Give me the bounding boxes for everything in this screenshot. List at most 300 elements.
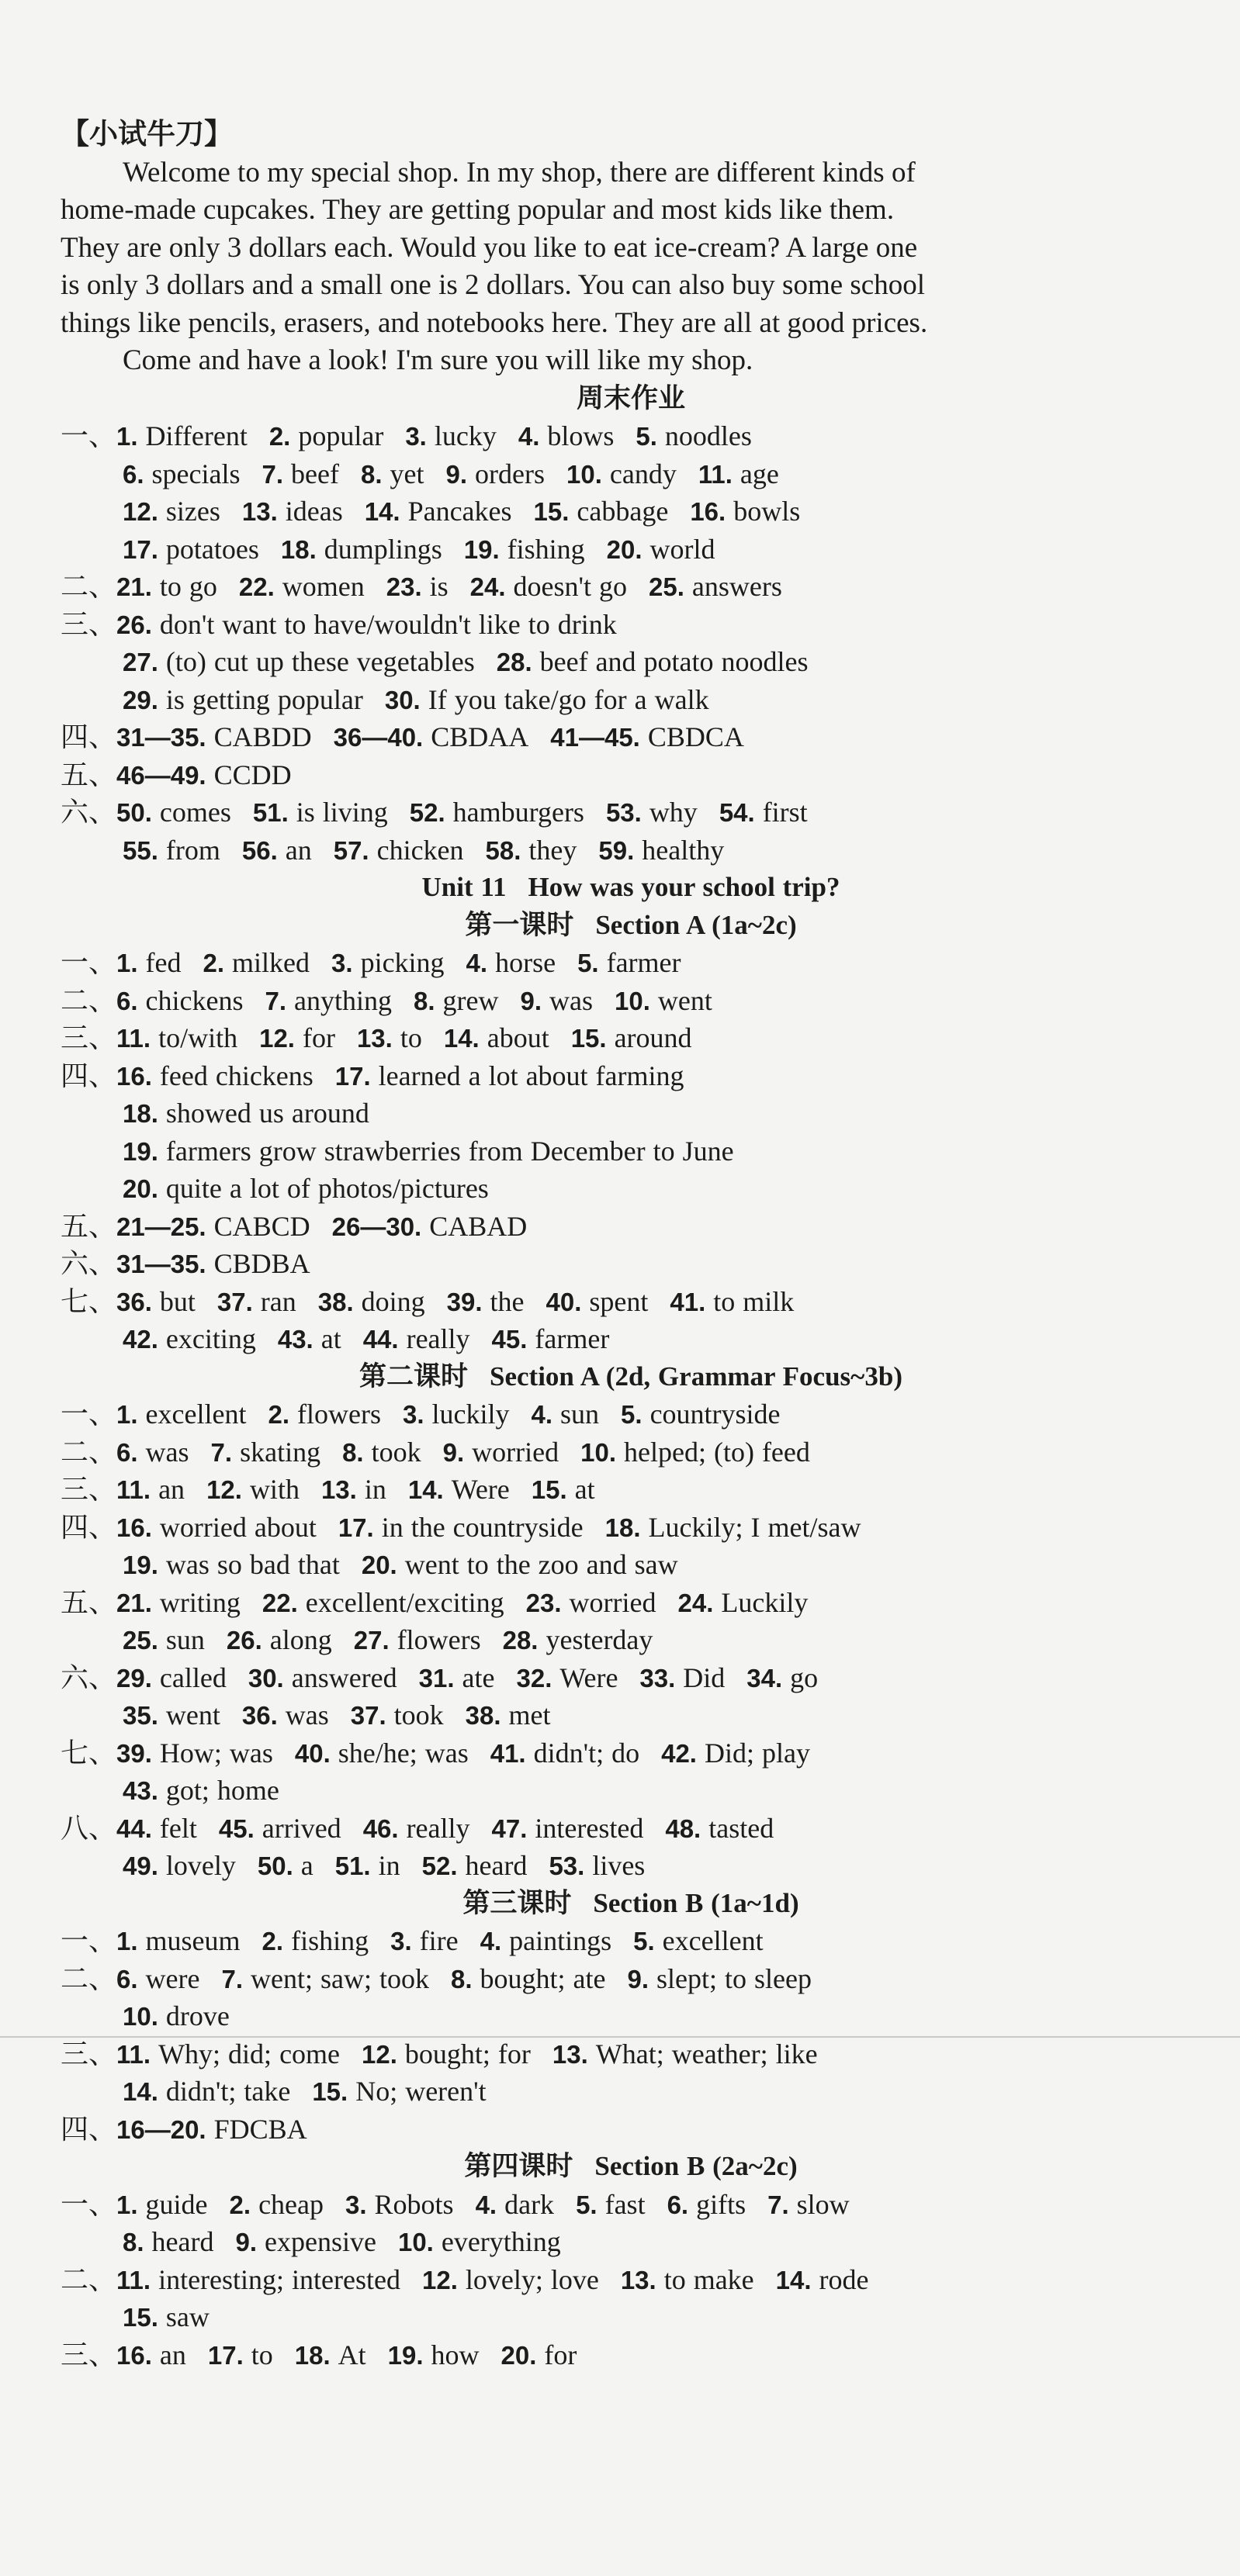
answer-number: 4. (466, 949, 488, 977)
answer-text: was (549, 984, 594, 1016)
answer-text: writing (159, 1586, 241, 1618)
section-title-label: 第四课时 (464, 2151, 573, 2181)
answer-item (278, 1323, 341, 1354)
answer-item (354, 1624, 481, 1655)
question-group-number: 二、 (61, 1962, 117, 1994)
answer-number: 41. (670, 1287, 706, 1316)
answer-line (61, 1433, 1201, 1471)
answer-item (363, 1323, 470, 1354)
answer-text: doing (361, 1285, 425, 1317)
answer-item (503, 1624, 653, 1655)
answer-item (517, 1662, 618, 1693)
answer-number: 59. (598, 835, 635, 865)
answer-item (227, 1624, 332, 1655)
answer-item (123, 1323, 256, 1354)
answer-item (116, 1474, 185, 1505)
answer-number: 10. (566, 459, 602, 489)
answer-item (116, 1286, 196, 1317)
answer-text: Luckily (721, 1586, 809, 1618)
answer-number: 1. (116, 949, 138, 977)
answer-text: were (145, 1962, 200, 1994)
answer-text: Were (559, 1661, 618, 1693)
answer-line (61, 2298, 1201, 2336)
answer-number: 4. (480, 1927, 502, 1955)
answer-item (501, 2339, 577, 2370)
answer-text: around (614, 1022, 692, 1053)
answer-text: to (400, 1022, 422, 1053)
question-group-number: 一、 (61, 947, 117, 978)
answer-number: 3. (331, 949, 353, 977)
answer-item (116, 1587, 241, 1618)
answer-item (362, 2038, 531, 2069)
answer-item (123, 1173, 489, 1204)
answer-text: for (544, 2339, 577, 2370)
answer-text: comes (159, 797, 231, 828)
answer-text: drove (165, 2000, 230, 2031)
answer-number: 42. (661, 1738, 697, 1768)
answer-item (123, 1699, 220, 1731)
answer-number: 26. (226, 1626, 262, 1655)
answer-number: 11. (116, 2265, 151, 2294)
answer-number: 55. (123, 835, 158, 865)
answer-number: 12. (362, 2039, 397, 2069)
answer-number: 9. (445, 459, 468, 489)
answer-text: CBDAA (431, 721, 529, 752)
answer-item (422, 2264, 599, 2295)
answer-text: how (431, 2339, 480, 2370)
answer-item (532, 1474, 595, 1505)
page-fold-line (0, 2036, 1240, 2038)
answer-item (665, 1813, 774, 1844)
answer-number: 38. (317, 1287, 354, 1316)
answer-text: sun (165, 1624, 205, 1655)
answer-text: CBDCA (647, 721, 744, 752)
answer-text: CCDD (213, 759, 292, 790)
answer-item (116, 2189, 208, 2220)
answer-line (61, 982, 1201, 1020)
answer-text: saw (165, 2301, 210, 2332)
answer-number: 10. (123, 2002, 158, 2031)
answer-item (208, 2339, 273, 2370)
answer-number: 52. (409, 798, 445, 827)
answer-item (123, 835, 220, 866)
answer-item (321, 1474, 386, 1505)
answer-text: lucky (434, 420, 497, 451)
answer-number: 21. (116, 1588, 152, 1617)
answer-item (490, 1738, 639, 1769)
answer-item (123, 1549, 340, 1580)
answer-number: 1. (116, 1400, 138, 1429)
section-title-label: 周末作业 (576, 382, 685, 413)
answer-text: guide (145, 2188, 208, 2220)
answer-number: 33. (639, 1663, 676, 1693)
answer-line (61, 2035, 1201, 2073)
answer-number: 24. (677, 1588, 714, 1617)
answer-text: CABCD (213, 1210, 310, 1242)
answer-text: interested (535, 1812, 644, 1844)
answer-text: Pancakes (407, 496, 512, 527)
section-title (61, 1358, 1201, 1396)
answer-number: 41—45. (550, 723, 640, 752)
answer-number: 18. (280, 534, 317, 564)
answer-text: skating (240, 1436, 321, 1468)
answer-number: 51. (334, 1852, 371, 1880)
answer-text: don't want to have/wouldn't like to drink (159, 608, 617, 640)
answer-number: 6. (116, 986, 138, 1015)
answer-number: 31—35. (116, 1250, 206, 1278)
answer-number: 20. (606, 534, 643, 564)
answer-item (206, 1474, 300, 1505)
answer-item (571, 1022, 692, 1053)
answer-text: called (159, 1661, 227, 1693)
answer-text: yesterday (546, 1624, 653, 1655)
answer-item (258, 1850, 313, 1881)
answer-number: 22. (262, 1588, 298, 1617)
answer-text: bought; for (404, 2038, 531, 2069)
question-group-number: 一、 (61, 1399, 117, 1430)
answer-text: ideas (285, 496, 343, 527)
answer-line (61, 2336, 1201, 2374)
answer-text: beef and potato noodles (539, 646, 809, 677)
answer-text: If you take/go for a walk (428, 683, 709, 715)
answer-text: was so bad that (165, 1549, 340, 1580)
answer-number: 3. (345, 2190, 367, 2219)
answer-text: is getting popular (165, 683, 363, 715)
answer-item (123, 1098, 369, 1129)
answer-text: showed us around (165, 1098, 369, 1129)
answer-text: feed chickens (159, 1060, 313, 1091)
answer-item (116, 1512, 317, 1543)
answer-line (61, 2186, 1201, 2224)
answer-number: 31—35. (116, 723, 206, 752)
answer-number: 7. (265, 986, 287, 1015)
answer-number: 42. (123, 1325, 158, 1354)
answer-text: women (282, 571, 365, 602)
answer-text: lives (592, 1850, 646, 1881)
answer-line (61, 1283, 1201, 1321)
answer-item (239, 571, 365, 602)
answer-text: didn't; take (165, 2076, 291, 2107)
answer-number: 14. (775, 2265, 812, 2294)
answer-text: gifts (696, 2188, 746, 2220)
answer-text: slow (796, 2188, 850, 2220)
answer-number: 5. (636, 422, 657, 451)
answer-text: bowls (733, 496, 801, 527)
section-title (61, 907, 1201, 945)
answer-number: 32. (516, 1663, 552, 1693)
answer-line (61, 568, 1201, 606)
answer-item (116, 571, 217, 602)
answer-text: quite a lot of photos/pictures (165, 1173, 489, 1204)
answer-line (61, 1734, 1201, 1772)
answer-text: met (508, 1699, 551, 1731)
answer-item (649, 571, 782, 602)
answer-content (61, 116, 1201, 2374)
answer-line (61, 1509, 1201, 1547)
answer-text: arrived (262, 1812, 341, 1844)
answer-line (61, 756, 1201, 794)
answer-item (526, 1587, 656, 1618)
answer-item (116, 420, 248, 451)
paragraph-line: things like pencils, erasers, and notebooks here. They are all at good prices. (61, 306, 928, 339)
answer-number: 3. (390, 1927, 412, 1955)
answer-line (61, 1584, 1201, 1622)
answer-text: beef (291, 458, 339, 489)
answer-text: exciting (165, 1323, 256, 1354)
answer-text: yet (390, 458, 424, 489)
answer-number: 12. (123, 497, 158, 526)
answer-text: ate (462, 1661, 495, 1693)
answer-text: (to) cut up these vegetables (165, 646, 475, 677)
answer-item (123, 684, 363, 715)
answer-number: 35. (123, 1701, 158, 1730)
answer-number: 51. (252, 798, 289, 827)
answer-item (447, 1286, 525, 1317)
answer-text: Robots (374, 2188, 454, 2220)
answer-item (628, 1963, 812, 1994)
question-group-number: 四、 (61, 1511, 117, 1543)
answer-item (621, 2264, 754, 2295)
answer-number: 13. (620, 2265, 656, 2294)
answer-text: tasted (708, 1812, 774, 1844)
answer-line (61, 1960, 1201, 1998)
section-title (61, 869, 1201, 907)
answer-number: 47. (491, 1814, 528, 1843)
answer-number: 23. (386, 572, 422, 601)
answer-text: What; weather; like (595, 2038, 818, 2069)
question-group-number: 五、 (61, 759, 117, 790)
answer-number: 53. (605, 798, 642, 827)
answer-line (61, 606, 1201, 644)
answer-text: ran (260, 1285, 296, 1317)
question-group-number: 一、 (61, 1925, 117, 1956)
answer-text: excellent (145, 1399, 247, 1430)
answer-number: 11. (116, 1024, 151, 1053)
answer-number: 40. (546, 1287, 582, 1316)
answer-number: 25. (649, 572, 684, 601)
answer-number: 26. (116, 610, 152, 639)
answer-item (253, 797, 388, 828)
question-group-number: 五、 (61, 1210, 117, 1242)
answer-item (116, 721, 312, 752)
paragraph-line: is only 3 dollars and a small one is 2 dollars. You can also buy some school (61, 269, 926, 301)
answer-number: 21. (116, 572, 152, 601)
answer-item (123, 2301, 210, 2332)
answer-item (466, 947, 556, 978)
section-title (61, 2148, 1201, 2186)
answer-number: 56. (241, 835, 278, 865)
answer-item (312, 2076, 486, 2107)
answer-number: 16. (116, 2340, 152, 2370)
answer-number: 16. (116, 1061, 152, 1091)
answer-number: 1. (116, 422, 138, 451)
answer-item (598, 835, 724, 866)
answer-text: at (574, 1474, 595, 1505)
answer-number: 14. (123, 2077, 158, 2106)
answer-text: along (269, 1624, 332, 1655)
answer-number: 19. (387, 2340, 424, 2370)
answer-text: is living (296, 797, 388, 828)
answer-item (476, 2189, 555, 2220)
answer-item (116, 1248, 310, 1279)
answer-item (123, 1775, 279, 1806)
answer-text: CBDBA (213, 1248, 310, 1279)
answer-item (361, 458, 424, 489)
answer-number: 10. (580, 1437, 616, 1467)
answer-item (497, 646, 809, 677)
answer-text: farmer (606, 947, 681, 978)
question-group-number: 一、 (61, 2188, 117, 2220)
question-group-number: 四、 (61, 721, 117, 752)
answer-item (123, 646, 475, 677)
answer-item (334, 835, 464, 866)
answer-item (295, 1738, 469, 1769)
answer-item (398, 2226, 561, 2257)
answer-text: really (406, 1812, 470, 1844)
answer-text: excellent (662, 1925, 764, 1956)
answer-item (422, 1850, 528, 1881)
answer-text: spent (589, 1285, 649, 1317)
question-group-number: 八、 (61, 1812, 117, 1844)
answer-text: got; home (165, 1775, 279, 1806)
answer-item (390, 1925, 459, 1956)
question-group-number: 二、 (61, 1436, 117, 1468)
answer-text: for (302, 1022, 335, 1053)
answer-number: 8. (123, 2228, 144, 2256)
answer-item (116, 1813, 197, 1844)
answer-number: 39. (116, 1738, 152, 1768)
answer-number: 30. (384, 685, 421, 714)
answer-item (492, 1813, 644, 1844)
answer-number: 6. (116, 1964, 138, 1993)
answer-text: the (490, 1285, 525, 1317)
answer-text: went (165, 1699, 220, 1731)
answer-number: 18. (294, 2340, 331, 2370)
answer-text: took (393, 1699, 444, 1731)
answer-text: heard (465, 1850, 528, 1881)
answer-number: 15. (312, 2077, 348, 2106)
answer-number: 36. (116, 1287, 152, 1316)
answer-text: doesn't go (513, 571, 628, 602)
answer-number: 46—49. (116, 760, 206, 790)
answer-item (534, 496, 669, 527)
answer-text: to go (159, 571, 217, 602)
answer-item (345, 2189, 454, 2220)
answer-text: lovely (165, 1850, 236, 1881)
answer-item (470, 571, 627, 602)
answer-number: 11. (116, 1475, 151, 1504)
answer-text: went to the zoo and saw (404, 1549, 678, 1580)
answer-number: 11. (698, 459, 733, 489)
answer-item (480, 1925, 612, 1956)
answer-item (549, 1850, 645, 1881)
answer-text: really (406, 1323, 470, 1354)
answer-text: why (649, 797, 698, 828)
answer-item (116, 1437, 189, 1468)
answer-number: 52. (421, 1852, 458, 1880)
answer-text: lovely; love (465, 2263, 599, 2295)
answer-line (61, 1019, 1201, 1057)
answer-item (580, 1437, 810, 1468)
answer-line (61, 2073, 1201, 2111)
answer-text: farmers grow strawberries from December to June (165, 1135, 734, 1167)
answer-text: fed (145, 947, 182, 978)
answer-number: 11. (116, 2039, 151, 2069)
answer-item (116, 759, 292, 790)
answer-number: 9. (235, 2228, 258, 2256)
answer-item (116, 2114, 307, 2145)
answer-item (116, 1738, 273, 1769)
answer-item (633, 1925, 763, 1956)
answer-text: FDCBA (213, 2113, 307, 2145)
answer-number: 38. (465, 1701, 501, 1730)
answer-number: 17. (338, 1513, 374, 1542)
answer-number: 39. (446, 1287, 483, 1316)
answer-item (388, 2339, 480, 2370)
answer-number: 24. (469, 572, 506, 601)
answer-number: 1. (116, 2190, 138, 2219)
answer-item (678, 1587, 809, 1618)
answer-text: Why; did; come (158, 2038, 341, 2069)
answer-number: 49. (123, 1852, 158, 1880)
answer-text: an (159, 2339, 186, 2370)
answer-item (123, 458, 241, 489)
answer-item (242, 1699, 329, 1731)
answer-number: 16. (116, 1513, 152, 1542)
answer-item (410, 797, 584, 828)
answer-line (61, 1621, 1201, 1659)
answer-number: 5. (621, 1400, 643, 1429)
answer-text: noodles (664, 420, 752, 451)
question-group-number: 七、 (61, 1737, 117, 1769)
answer-line (61, 531, 1201, 569)
answer-text: first (762, 797, 808, 828)
answer-text: sizes (165, 496, 220, 527)
section-title-label: 第二课时 (359, 1361, 469, 1392)
answer-text: bought; ate (480, 1962, 606, 1994)
answer-number: 41. (490, 1738, 526, 1768)
answer-number: 50. (257, 1852, 293, 1880)
answer-text: expensive (265, 2226, 376, 2257)
answer-item (386, 571, 449, 602)
question-group-number: 二、 (61, 571, 117, 602)
answer-number: 19. (123, 1551, 158, 1579)
answer-text: an (158, 1474, 185, 1505)
answer-item (123, 2000, 230, 2031)
answer-item (219, 1813, 341, 1844)
answer-text: flowers (397, 1624, 481, 1655)
answer-number: 9. (520, 986, 542, 1015)
answer-number: 26—30. (331, 1212, 422, 1241)
answer-number: 14. (364, 497, 400, 526)
question-group-number: 三、 (61, 608, 117, 640)
answer-line (61, 681, 1201, 719)
answer-item (116, 1060, 313, 1091)
answer-text: is (429, 571, 449, 602)
answer-line (61, 2261, 1201, 2299)
answer-item (690, 496, 800, 527)
answer-text: from (165, 834, 220, 866)
answer-item (577, 947, 681, 978)
question-group-number: 四、 (61, 2113, 117, 2145)
answer-text: blows (547, 420, 615, 451)
answer-number: 27. (353, 1626, 390, 1655)
answer-number: 2. (262, 1927, 284, 1955)
answer-item (116, 985, 243, 1016)
answer-item (318, 1286, 425, 1317)
answer-number: 7. (221, 1964, 244, 1993)
answer-line (61, 2223, 1201, 2261)
